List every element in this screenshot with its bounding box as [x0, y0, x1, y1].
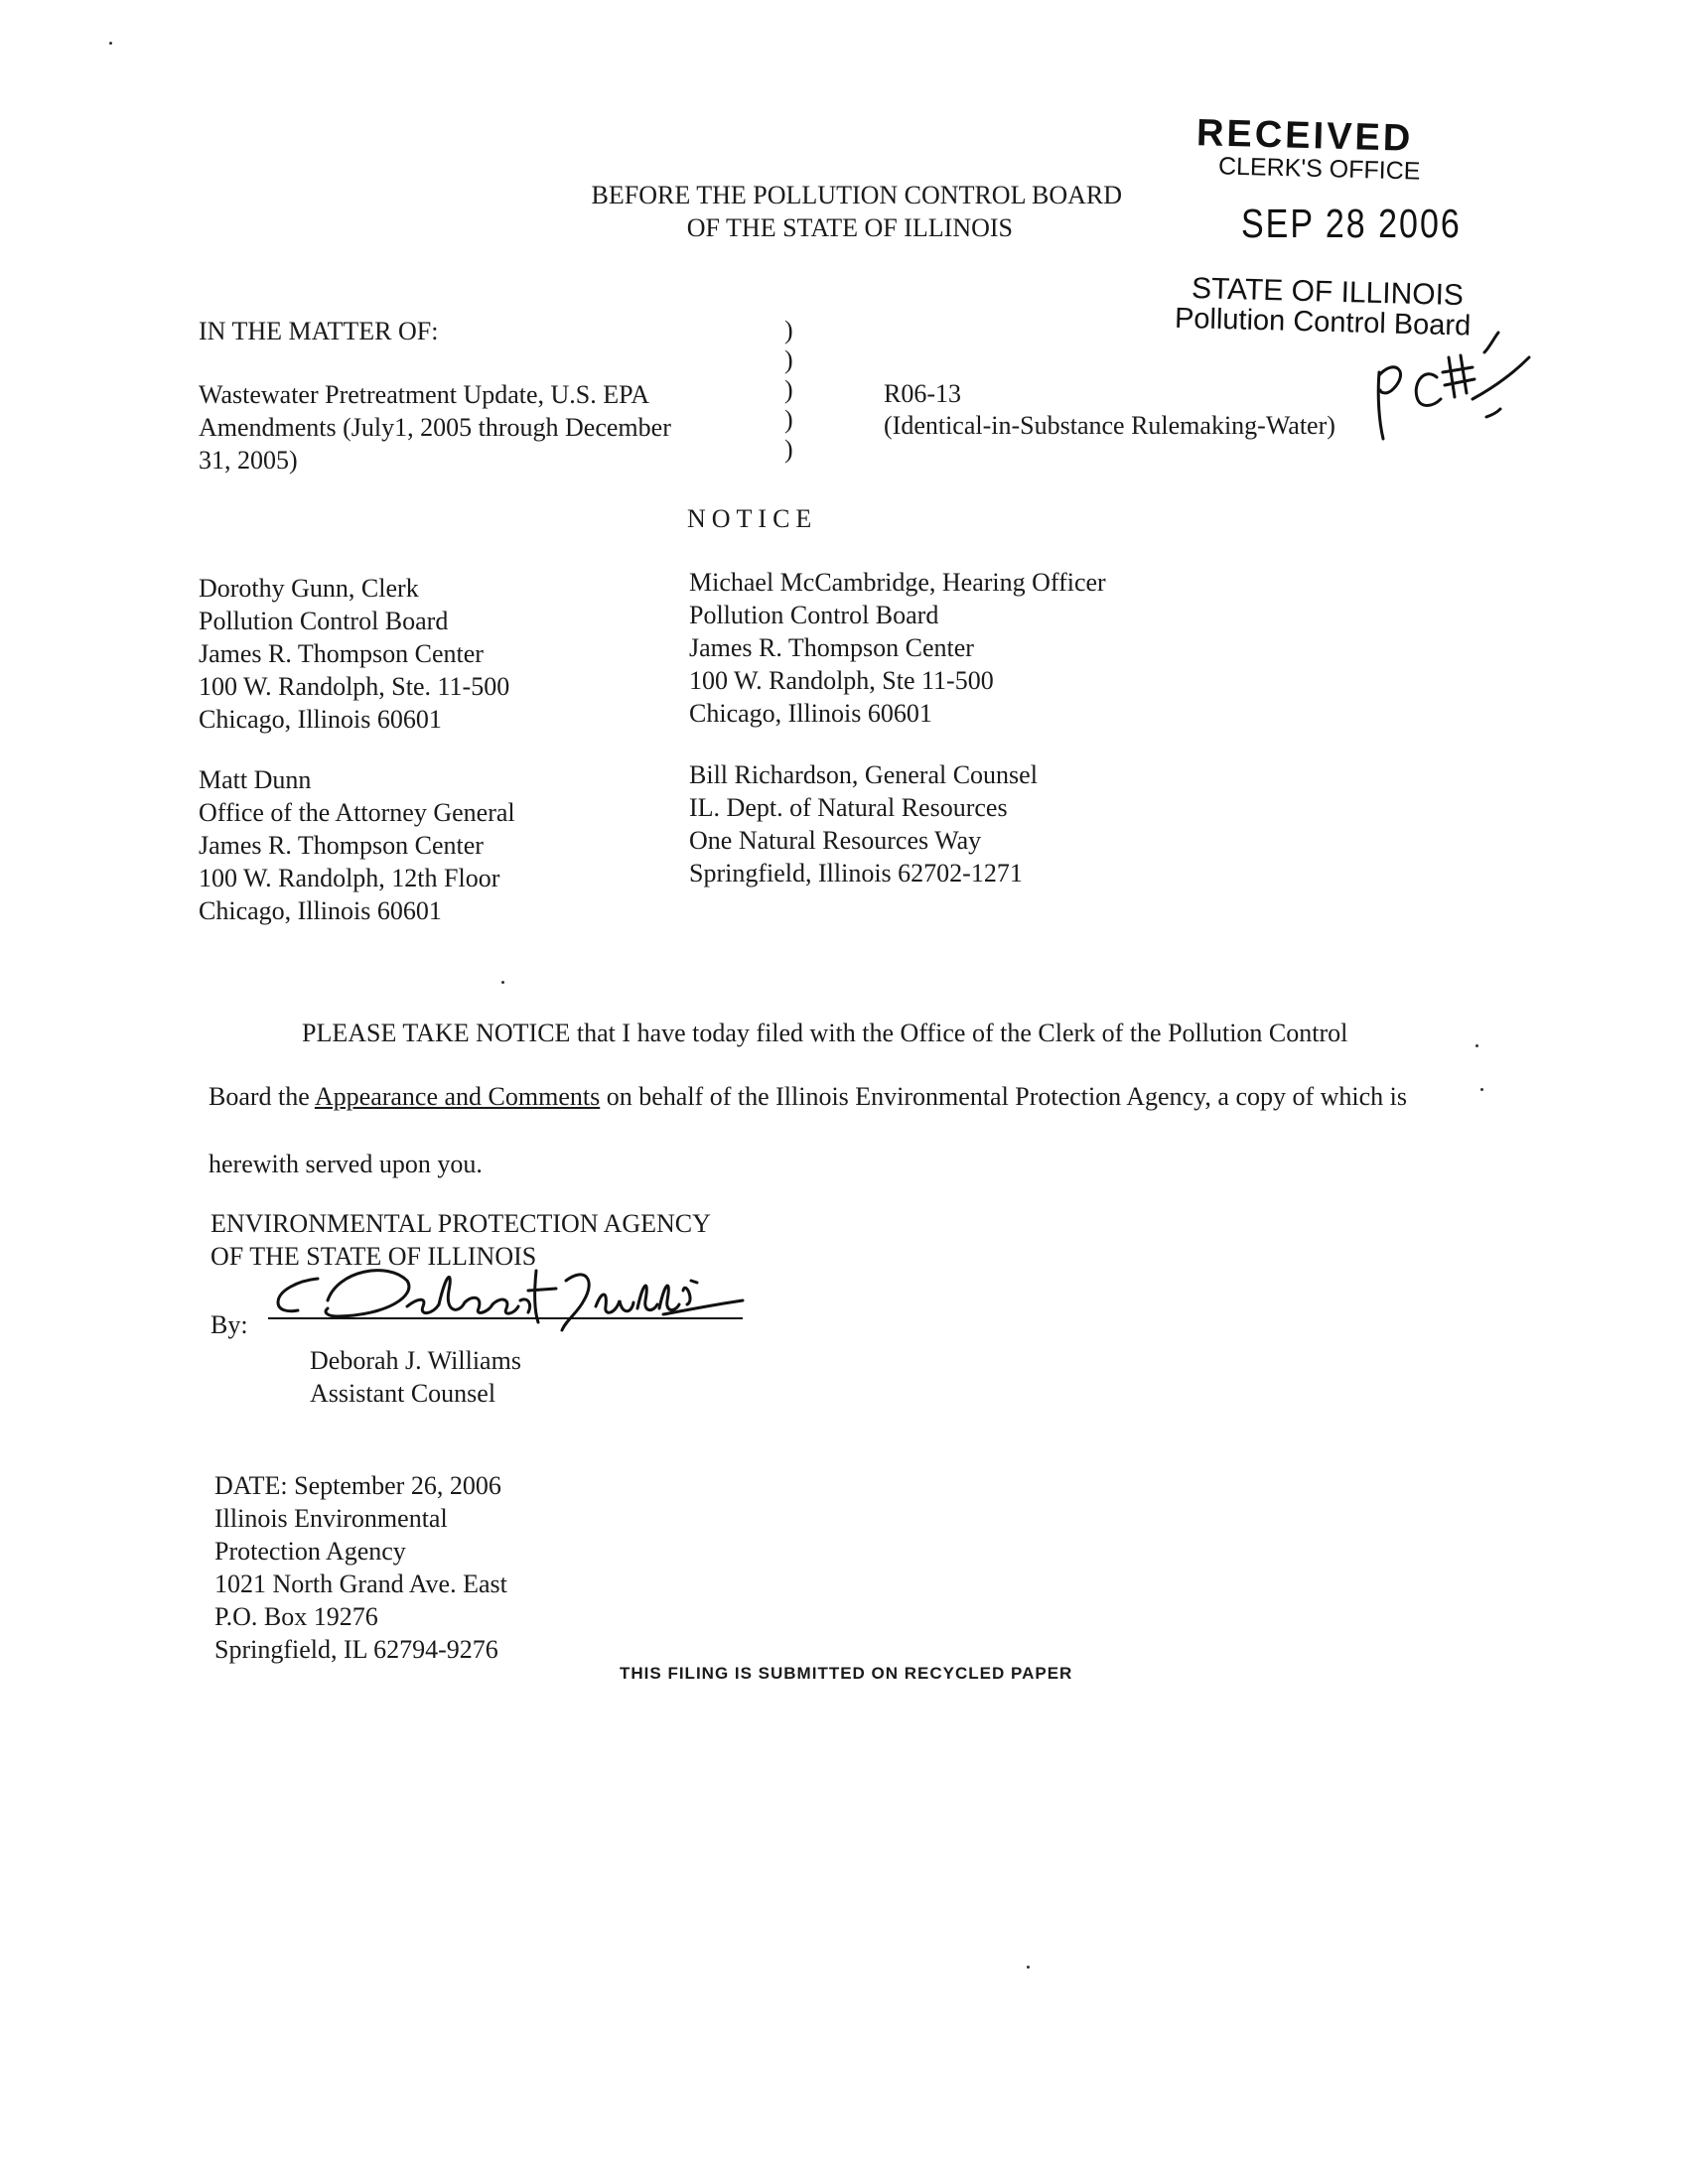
paren: )	[784, 345, 793, 374]
service-recipient	[689, 566, 1106, 730]
scan-speck	[501, 981, 504, 984]
appearance-and-comments: Appearance and Comments	[314, 1082, 601, 1111]
filing-date-block	[214, 1469, 507, 1666]
paren: )	[784, 316, 793, 344]
recipient-name: Matt Dunn	[199, 765, 312, 794]
board-header-2	[0, 211, 1013, 244]
address-line: P.O. Box 19276	[214, 1602, 378, 1631]
scan-speck	[1027, 1966, 1030, 1969]
signatory	[310, 1344, 521, 1410]
caption-title-line: 31, 2005)	[199, 446, 298, 475]
filing-date: DATE: September 26, 2006	[214, 1471, 501, 1500]
notice-title: NOTICE	[687, 504, 818, 533]
recipient-line: James R. Thompson Center	[199, 639, 484, 668]
stamp-received: RECEIVED	[1195, 112, 1414, 160]
recipient-line: Chicago, Illinois 60601	[689, 699, 932, 728]
received-stamp	[1174, 112, 1494, 342]
recipient-line: James R. Thompson Center	[689, 633, 974, 662]
caption-parens	[784, 316, 793, 465]
stamp-board: Pollution Control Board	[1174, 302, 1472, 342]
recycled-paper-note: THIS FILING IS SUBMITTED ON RECYCLED PAPER	[620, 1664, 1073, 1683]
caption-title	[199, 378, 671, 477]
notice-body-line-3: herewith served upon you.	[209, 1150, 483, 1178]
paren: )	[784, 435, 793, 464]
caption-title-line: Amendments (July1, 2005 through December	[199, 413, 671, 442]
recipient-line: One Natural Resources Way	[689, 826, 982, 855]
by-label: By:	[210, 1310, 248, 1339]
header-line-1: BEFORE THE POLLUTION CONTROL BOARD	[591, 181, 1122, 209]
address-line: Illinois Environmental	[214, 1504, 448, 1533]
recipient-name: Bill Richardson, General Counsel	[689, 760, 1038, 789]
recipient-line: Pollution Control Board	[199, 607, 449, 635]
paren: )	[784, 405, 793, 434]
in-the-matter-of: IN THE MATTER OF:	[199, 317, 439, 345]
service-recipient	[199, 572, 509, 736]
rulemaking-type: (Identical-in-Substance Rulemaking-Water)	[884, 411, 1335, 440]
recipient-line: 100 W. Randolph, 12th Floor	[199, 864, 500, 892]
board-header	[0, 179, 1122, 211]
stamp-office: CLERK'S OFFICE	[1217, 152, 1421, 186]
notice-body-line-2	[209, 1080, 1407, 1113]
recipient-line: Pollution Control Board	[689, 601, 939, 629]
notice-body-line-1: PLEASE TAKE NOTICE that I have today filed with the Office of the Clerk of the Pollution Control	[302, 1019, 1348, 1047]
recipient-name: Michael McCambridge, Hearing Officer	[689, 568, 1106, 597]
handwritten-pc-mark	[1365, 328, 1534, 447]
scan-speck	[1475, 1044, 1478, 1047]
recipient-line: Chicago, Illinois 60601	[199, 705, 442, 734]
signatory-title: Assistant Counsel	[310, 1379, 496, 1408]
recipient-line: 100 W. Randolph, Ste 11-500	[689, 666, 994, 695]
recipient-line: 100 W. Randolph, Ste. 11-500	[199, 672, 510, 701]
scan-speck	[109, 42, 112, 45]
docket-number: R06-13	[884, 379, 961, 408]
recipient-line: James R. Thompson Center	[199, 831, 484, 860]
notice-body-pre: Board the	[209, 1082, 315, 1111]
agency-line-1: ENVIRONMENTAL PROTECTION AGENCY	[210, 1209, 711, 1238]
address-line: Protection Agency	[214, 1537, 406, 1566]
recipient-line: IL. Dept. of Natural Resources	[689, 793, 1008, 822]
stamp-date: SEP 28 2006	[1241, 202, 1462, 247]
recipient-line: Chicago, Illinois 60601	[199, 896, 442, 925]
signatory-name: Deborah J. Williams	[310, 1346, 521, 1375]
caption-title-line: Wastewater Pretreatment Update, U.S. EPA	[199, 380, 649, 409]
recipient-name: Dorothy Gunn, Clerk	[199, 574, 419, 603]
service-recipient	[689, 758, 1038, 889]
service-recipient	[199, 763, 515, 927]
header-line-2: OF THE STATE OF ILLINOIS	[686, 213, 1013, 242]
address-line: Springfield, IL 62794-9276	[214, 1635, 498, 1664]
recipient-line: Springfield, Illinois 62702-1271	[689, 859, 1023, 887]
handwritten-signature	[268, 1261, 745, 1340]
scan-speck	[1480, 1088, 1483, 1091]
notice-body-post: on behalf of the Illinois Environmental Protection Agency, a copy of which is	[600, 1082, 1408, 1111]
agency-line-2: OF THE STATE OF ILLINOIS	[210, 1242, 537, 1271]
stamp-state: STATE OF ILLINOIS	[1191, 272, 1465, 313]
paren: )	[784, 375, 793, 404]
address-line: 1021 North Grand Ave. East	[214, 1570, 507, 1598]
recipient-line: Office of the Attorney General	[199, 798, 515, 827]
